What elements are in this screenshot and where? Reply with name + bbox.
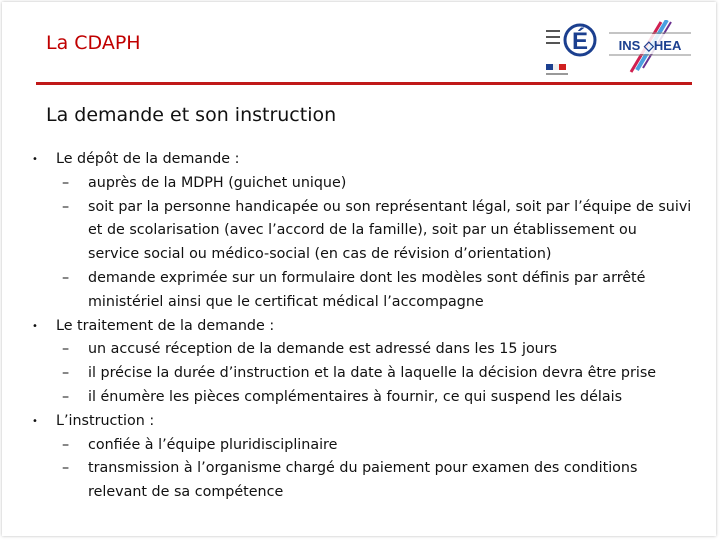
sub-text: il précise la durée d’instruction et la date à laquelle la décision devra être prise (88, 365, 657, 382)
bullet-text: Le dépôt de la demande : (56, 151, 240, 167)
inshea-logo (609, 20, 691, 74)
bullet-text: Le traitement de la demande : (56, 317, 275, 334)
sub-item: – il énumère les pièces complémentaires à fournir, ce qui suspend les délais (32, 386, 692, 410)
sub-text: confiée à l’équipe pluridisciplinaire (88, 436, 338, 453)
slide (2, 2, 716, 536)
bullet-item: • Le dépôt de la demande : (32, 151, 240, 167)
sub-item: – il précise la durée d’instruction et la date à laquelle la décision devra être prise (32, 362, 692, 386)
slide-title: La CDAPH (46, 32, 141, 54)
sub-item: – transmission à l’organisme chargé du paiement pour examen des conditions relevant de sa compétence (32, 457, 692, 505)
ministry-logo (546, 20, 598, 78)
bullet-list (32, 148, 692, 505)
bullet-item: • L’instruction : (32, 412, 155, 429)
bullet-item: • Le traitement de la demande : (32, 317, 275, 334)
section-heading: La demande et son instruction (46, 104, 337, 126)
sub-item: – confiée à l’équipe pluridisciplinaire (32, 434, 692, 458)
sub-text: un accusé réception de la demande est adressé dans les 15 jours (88, 341, 558, 358)
sub-text: auprès de la MDPH (guichet unique) (88, 174, 347, 191)
sub-item: – auprès de la MDPH (guichet unique) (32, 172, 692, 196)
svg-text:INS ◇HEA: INS ◇HEA (618, 38, 682, 53)
header-divider (36, 82, 692, 85)
sub-text: demande exprimée sur un formulaire dont les modèles sont définis par arrêté ministériel ainsi que le certificat médical l’accompagne (88, 269, 646, 310)
sub-text: soit par la personne handicapée ou son représentant légal, soit par l’équipe de suivi et de scolarisation (avec l’accord de la famille), soit par un établissement ou service social ou médico-social (en cas de révision d’orientation) (88, 198, 692, 263)
sub-item: – demande exprimée sur un formulaire dont les modèles sont définis par arrêté ministériel ainsi que le certificat médical l’accompagne (32, 267, 692, 315)
sub-text: transmission à l’organisme chargé du paiement pour examen des conditions relevant de sa compétence (88, 460, 638, 501)
bullet-text: L’instruction : (56, 412, 155, 429)
svg-text:É: É (571, 28, 589, 55)
sub-item: – soit par la personne handicapée ou son représentant légal, soit par l’équipe de suivi et de scolarisation (avec l’accord de la famille), soit par un établissement ou service social ou médico-social (en cas de révision d’orientation) (32, 196, 692, 267)
sub-item: – un accusé réception de la demande est adressé dans les 15 jours (32, 338, 692, 362)
sub-text: il énumère les pièces complémentaires à fournir, ce qui suspend les délais (88, 388, 623, 405)
